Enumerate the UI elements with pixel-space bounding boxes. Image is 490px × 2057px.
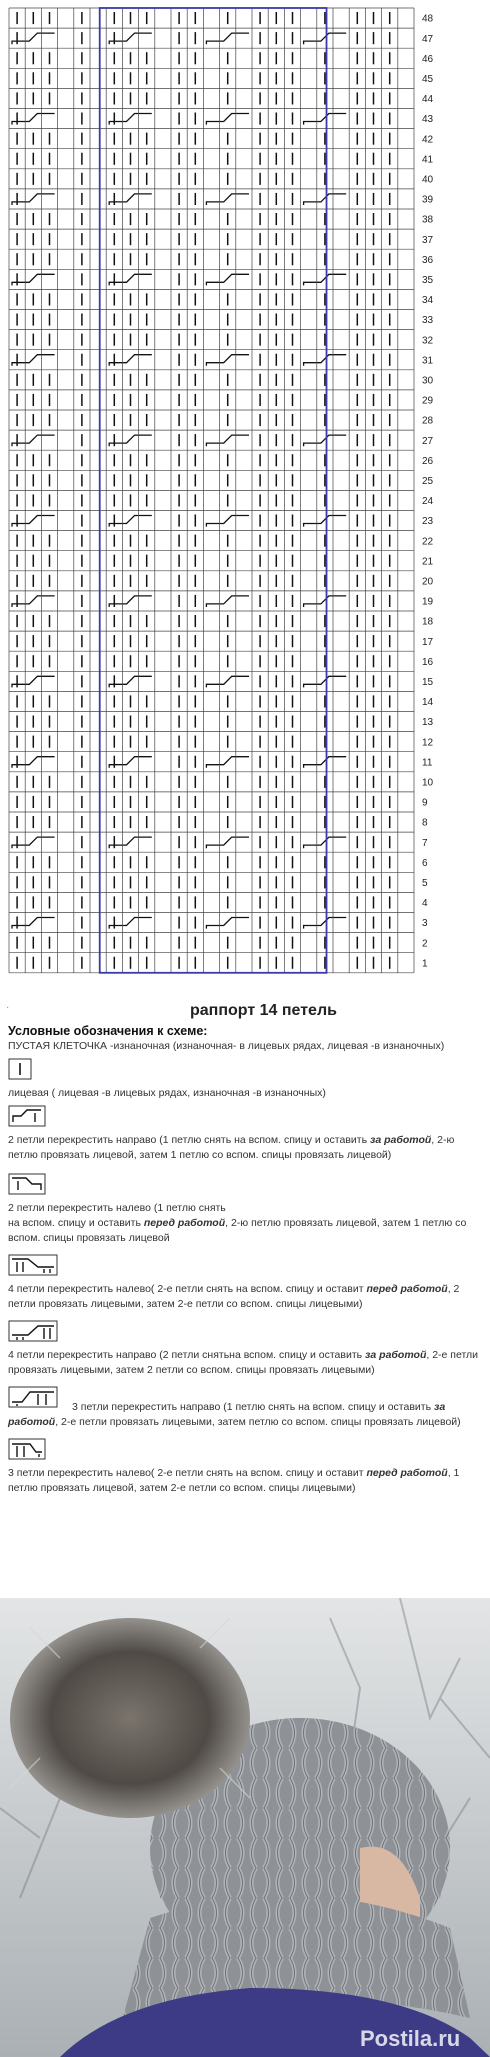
row-number: 9: [422, 797, 428, 809]
legend-c3r: 3 петли перекрестить направо (1 петлю снять на вспом. спицу и оставить за работой, 2-е петли провязать лицевыми, затем петлю со вспом. спицы провязать лицевой): [8, 1401, 461, 1428]
row-number: 33: [422, 315, 434, 327]
cable-cross: [304, 114, 347, 125]
row-number: 6: [422, 857, 428, 869]
cable-cross: [12, 596, 55, 607]
cable-cross: [206, 355, 249, 366]
cable-cross: [109, 676, 152, 687]
cable-cross: [206, 596, 249, 607]
cable-cross: [109, 355, 152, 366]
row-number: 37: [422, 234, 434, 246]
cable-cross: [109, 33, 152, 44]
row-number: 15: [422, 676, 434, 688]
cable-cross: [109, 516, 152, 527]
cable-cross: [304, 274, 347, 285]
cable-cross: [12, 114, 55, 125]
cable-cross: [304, 435, 347, 446]
row-number: 3: [422, 918, 428, 930]
cable-cross: [304, 516, 347, 527]
cross-4-left-icon: [8, 1254, 60, 1276]
cable-cross: [304, 757, 347, 768]
cable-cross: [304, 194, 347, 205]
cable-cross: [12, 757, 55, 768]
row-number: 34: [422, 295, 434, 307]
row-number: 32: [422, 335, 434, 347]
cable-cross: [206, 918, 249, 929]
cable-cross: [12, 918, 55, 929]
row-number: 29: [422, 395, 434, 407]
row-number: 38: [422, 214, 434, 226]
cable-cross: [206, 274, 249, 285]
row-number: 27: [422, 435, 434, 447]
legend-c4l: 4 петли перекрестить налево( 2-е петли снять на вспом. спицу и оставит перед работой, 2 петли провязать лицевыми, затем 2-е петли со вспом. спицы лицевыми): [8, 1283, 460, 1310]
row-number: 31: [422, 355, 434, 367]
row-number: 40: [422, 174, 434, 186]
legend: [8, 1024, 482, 1496]
row-number: 24: [422, 496, 434, 508]
cable-cross: [109, 274, 152, 285]
row-number: 45: [422, 73, 434, 85]
cable-cross: [109, 194, 152, 205]
cable-cross: [206, 837, 249, 848]
cross-2-left-icon: [8, 1173, 48, 1195]
photo-illustration: [0, 1598, 490, 2057]
repeat-caption: раппорт 14 петель: [190, 1002, 337, 1019]
row-number: 18: [422, 616, 434, 628]
legend-c2r: 2 петли перекрестить направо (1 петлю снять на вспом. спицу и оставить за работой, 2-ю петлю провязать лицевой, затем 1 петлю со вспом. спицы провязать лицевой): [8, 1134, 455, 1161]
knit-symbol-icon: [8, 1058, 34, 1080]
legend-c4r: 4 петли перекрестить направо (2 петли снятьна вспом. спицу и оставить за работой, 2-е петли провязать лицевыми, затем 2 петли со вспом. спицы провязать лицевыми): [8, 1349, 479, 1376]
cable-cross: [12, 194, 55, 205]
cable-cross: [109, 837, 152, 848]
row-number: 23: [422, 516, 434, 528]
cable-cross: [304, 918, 347, 929]
cable-cross: [304, 33, 347, 44]
cable-cross: [12, 33, 55, 44]
cross-3-left-icon: [8, 1438, 48, 1460]
cable-cross: [304, 837, 347, 848]
row-number: 25: [422, 475, 434, 487]
row-number: 4: [422, 898, 428, 910]
cable-cross: [109, 435, 152, 446]
cable-cross: [206, 516, 249, 527]
legend-empty-cell: ПУСТАЯ КЛЕТОЧКА -изнаночная (изнаночная- в лицевых рядах, лицевая -в изнаночных): [8, 1040, 445, 1052]
row-number: 17: [422, 636, 434, 648]
cable-cross: [206, 435, 249, 446]
stray-dot: ·: [6, 1002, 10, 1013]
cable-cross: [304, 676, 347, 687]
row-number: 13: [422, 717, 434, 729]
row-number: 10: [422, 777, 434, 789]
row-number: 43: [422, 114, 434, 126]
legend-knit: лицевая ( лицевая -в лицевых рядах, изнаночная -в изнаночных): [8, 1087, 326, 1099]
cable-cross: [206, 676, 249, 687]
row-number: 46: [422, 53, 434, 65]
cable-cross: [206, 33, 249, 44]
hat-photo: [0, 1598, 490, 2057]
row-number: 11: [422, 757, 433, 769]
row-number: 14: [422, 697, 434, 709]
row-number: 28: [422, 415, 434, 427]
row-number: 48: [422, 13, 434, 25]
row-number: 42: [422, 134, 434, 146]
legend-c3l: 3 петли перекрестить налево( 2-е петли снять на вспом. спицу и оставит перед работой, 1 петлю провязать лицевой, затем 2-е петли со вспом. спицы лицевыми): [8, 1467, 460, 1494]
knitting-chart: [0, 0, 490, 1000]
cable-cross: [12, 355, 55, 366]
row-number: 41: [422, 154, 434, 166]
row-number: 2: [422, 938, 428, 950]
row-number: 47: [422, 33, 434, 45]
row-number: 16: [422, 656, 434, 668]
cross-3-right-icon: [8, 1386, 60, 1408]
row-number: 22: [422, 536, 434, 548]
cable-cross: [304, 355, 347, 366]
legend-c2l-1: 2 петли перекрестить налево (1 петлю снять: [8, 1202, 226, 1214]
cable-cross: [109, 757, 152, 768]
cable-cross: [206, 194, 249, 205]
row-number: 20: [422, 576, 434, 588]
watermark: Postila.ru: [360, 2026, 461, 2051]
legend-title: Условные обозначения к схеме:: [8, 1024, 208, 1038]
row-number: 35: [422, 274, 434, 286]
cable-cross: [12, 516, 55, 527]
cable-cross: [109, 918, 152, 929]
row-number: 1: [422, 958, 428, 970]
row-number: 26: [422, 455, 434, 467]
row-number: 39: [422, 194, 434, 206]
cable-cross: [12, 676, 55, 687]
cable-cross: [206, 757, 249, 768]
row-number: 21: [422, 556, 434, 568]
row-number: 19: [422, 596, 434, 608]
row-number: 8: [422, 817, 428, 829]
cable-cross: [12, 435, 55, 446]
cable-cross: [109, 596, 152, 607]
row-number: 30: [422, 375, 434, 387]
cross-4-right-icon: [8, 1320, 60, 1342]
row-number: 44: [422, 94, 434, 106]
row-number: 36: [422, 254, 434, 266]
cable-cross: [304, 596, 347, 607]
legend-c2l-2: на вспом. спицу и оставить перед работой, 2-ю петлю провязать лицевой, затем 1 петлю со вспом. спицы провязать лицевой: [8, 1217, 467, 1244]
cable-cross: [12, 837, 55, 848]
cable-cross: [206, 114, 249, 125]
row-number: 12: [422, 737, 434, 749]
cross-2-right-icon: [8, 1105, 48, 1127]
row-number: 5: [422, 877, 428, 889]
row-number: 7: [422, 837, 428, 849]
chart-svg: [0, 0, 490, 1000]
cable-cross: [12, 274, 55, 285]
cable-cross: [109, 114, 152, 125]
